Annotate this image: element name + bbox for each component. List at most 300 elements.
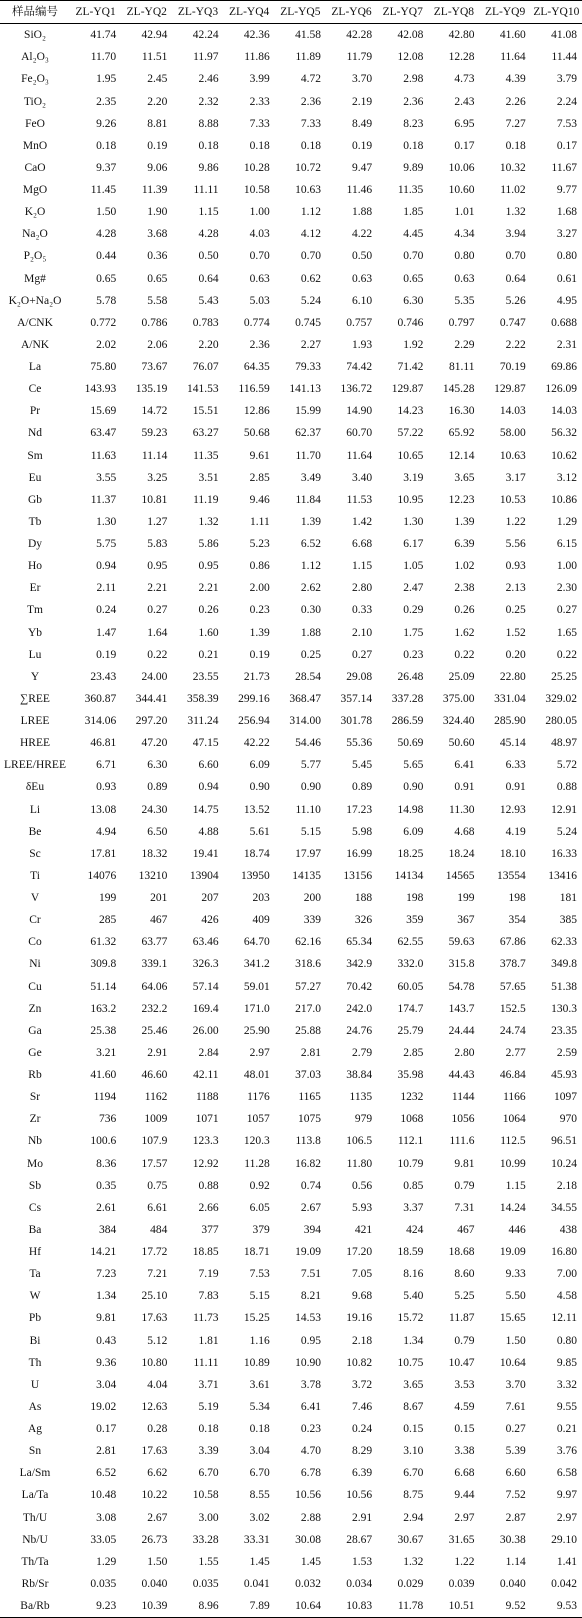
table-cell: 0.774 xyxy=(243,316,270,329)
table-row xyxy=(0,1418,582,1440)
row-label: A/CNK xyxy=(17,316,53,329)
table-cell: 129.87 xyxy=(391,383,424,396)
table-cell: 1.92 xyxy=(403,338,424,351)
table-cell: 0.94 xyxy=(198,781,219,794)
table-cell: 0.035 xyxy=(192,1577,219,1590)
table-cell: 10.75 xyxy=(397,1356,424,1369)
table-cell: 0.797 xyxy=(448,316,475,329)
table-cell: 0.18 xyxy=(403,139,424,152)
table-cell: 0.27 xyxy=(147,604,168,617)
table-cell: 0.33 xyxy=(352,604,373,617)
row-label: CaO xyxy=(24,161,46,174)
table-cell: 0.18 xyxy=(198,139,219,152)
table-cell: 10.79 xyxy=(397,1157,424,1170)
table-cell: 0.688 xyxy=(551,316,577,329)
table-cell: 0.23 xyxy=(403,648,424,661)
row-label: δEu xyxy=(25,781,45,794)
table-cell: 10.90 xyxy=(295,1356,321,1369)
row-label: La/Ta xyxy=(21,1489,49,1502)
table-cell: 0.19 xyxy=(249,648,270,661)
table-row xyxy=(0,268,582,290)
table-cell: 10.63 xyxy=(295,184,321,197)
table-cell: 315.8 xyxy=(448,958,475,971)
table-cell: 3.04 xyxy=(249,1445,270,1458)
table-cell: 57.65 xyxy=(499,980,526,993)
table-cell: 18.85 xyxy=(192,1246,219,1259)
table-cell: 6.70 xyxy=(249,1467,270,1480)
table-cell: 358.39 xyxy=(186,692,219,705)
table-cell: 2.81 xyxy=(96,1445,117,1458)
table-cell: 25.38 xyxy=(90,1024,117,1037)
table-cell: 3.38 xyxy=(454,1445,475,1458)
table-cell: 8.75 xyxy=(403,1489,424,1502)
table-cell: 242.0 xyxy=(346,1002,373,1015)
table-cell: 11.80 xyxy=(346,1157,373,1170)
table-cell: 6.41 xyxy=(454,759,475,772)
table-cell: 16.99 xyxy=(346,847,373,860)
table-cell: 0.747 xyxy=(499,316,526,329)
row-label: Ag xyxy=(27,1423,43,1436)
table-cell: 1.00 xyxy=(556,560,577,573)
table-cell: 4.12 xyxy=(300,228,321,241)
row-label: Sm xyxy=(27,449,43,462)
table-cell: 6.62 xyxy=(147,1467,168,1480)
table-cell: 50.60 xyxy=(448,737,475,750)
table-cell: 174.7 xyxy=(397,1002,424,1015)
table-cell: 33.28 xyxy=(192,1533,219,1546)
table-row xyxy=(0,998,582,1020)
table-cell: 42.80 xyxy=(448,29,475,42)
table-cell: 9.47 xyxy=(352,161,373,174)
table-cell: 10.56 xyxy=(295,1489,321,1502)
row-label: Sr xyxy=(29,1091,41,1104)
table-cell: 1.15 xyxy=(198,206,219,219)
table-cell: 0.65 xyxy=(96,272,117,285)
row-label: Zn xyxy=(28,1002,42,1015)
table-cell: 2.20 xyxy=(198,338,219,351)
table-row xyxy=(0,135,582,157)
table-cell: 12.14 xyxy=(448,449,475,462)
table-cell: 21.73 xyxy=(243,670,270,683)
table-cell: 10.22 xyxy=(141,1489,168,1502)
row-label: Sc xyxy=(29,847,41,860)
table-cell: 2.81 xyxy=(300,1046,321,1059)
row-label: Li xyxy=(29,803,41,816)
table-row xyxy=(0,1042,582,1064)
table-cell: 11.10 xyxy=(295,803,321,816)
table-cell: 1.52 xyxy=(505,626,526,639)
table-cell: 116.59 xyxy=(238,383,270,396)
table-cell: 1.60 xyxy=(198,626,219,639)
column-header: ZL-YQ1 xyxy=(75,6,116,19)
table-cell: 0.94 xyxy=(96,560,117,573)
table-cell: 970 xyxy=(559,1113,577,1126)
table-cell: 9.36 xyxy=(96,1356,117,1369)
table-cell: 2.06 xyxy=(147,338,168,351)
table-cell: 42.36 xyxy=(243,29,270,42)
table-row xyxy=(0,422,582,444)
table-row xyxy=(0,511,582,533)
table-cell: 2.85 xyxy=(403,1046,424,1059)
table-cell: 7.27 xyxy=(505,117,526,130)
table-cell: 0.27 xyxy=(505,1423,526,1436)
row-label: Th/U xyxy=(22,1511,48,1524)
table-cell: 5.26 xyxy=(505,294,526,307)
table-cell: 44.43 xyxy=(448,1069,475,1082)
table-cell: 65.92 xyxy=(448,427,475,440)
table-cell: 7.31 xyxy=(454,1201,475,1214)
table-cell: 0.65 xyxy=(403,272,424,285)
table-cell: 14135 xyxy=(292,869,321,882)
table-cell: 424 xyxy=(406,1223,424,1236)
table-cell: 3.51 xyxy=(198,471,219,484)
row-label: LREE/HREE xyxy=(4,759,66,772)
table-cell: 0.035 xyxy=(90,1577,117,1590)
table-cell: 9.86 xyxy=(198,161,219,174)
table-cell: 484 xyxy=(150,1223,168,1236)
table-cell: 63.47 xyxy=(90,427,117,440)
table-cell: 8.67 xyxy=(403,1400,424,1413)
table-cell: 1.90 xyxy=(147,206,168,219)
table-cell: 28.67 xyxy=(346,1533,373,1546)
table-cell: 1.55 xyxy=(198,1555,219,1568)
table-cell: 9.61 xyxy=(249,449,270,462)
table-cell: 0.24 xyxy=(352,1423,373,1436)
table-cell: 1.16 xyxy=(249,1334,270,1347)
table-cell: 0.783 xyxy=(192,316,219,329)
table-cell: 421 xyxy=(354,1223,373,1236)
table-cell: 10.47 xyxy=(448,1356,475,1369)
table-cell: 56.32 xyxy=(551,427,577,440)
table-cell: 11.46 xyxy=(346,184,373,197)
table-cell: 4.88 xyxy=(198,825,219,838)
table-cell: 3.70 xyxy=(505,1378,526,1391)
table-cell: 0.61 xyxy=(556,272,577,285)
table-cell: 11.02 xyxy=(500,184,526,197)
table-cell: 0.029 xyxy=(397,1577,424,1590)
table-cell: 2.30 xyxy=(556,582,577,595)
table-cell: 9.26 xyxy=(96,117,117,130)
table-row xyxy=(0,1573,582,1595)
table-cell: 2.21 xyxy=(198,582,219,595)
table-cell: 4.03 xyxy=(249,228,270,241)
table-cell: 0.032 xyxy=(295,1577,321,1590)
table-row xyxy=(0,1241,582,1263)
table-cell: 42.22 xyxy=(243,737,270,750)
table-cell: 8.49 xyxy=(352,117,373,130)
table-cell: 3.94 xyxy=(505,228,526,241)
column-header: ZL-YQ3 xyxy=(177,6,219,19)
table-cell: 13.52 xyxy=(243,803,270,816)
table-cell: 0.70 xyxy=(249,250,270,263)
table-cell: 360.87 xyxy=(84,692,117,705)
table-cell: 14076 xyxy=(87,869,117,882)
table-cell: 368.47 xyxy=(289,692,321,705)
table-row xyxy=(0,201,582,223)
table-row xyxy=(0,489,582,511)
table-cell: 11.11 xyxy=(193,1356,219,1369)
table-cell: 19.41 xyxy=(192,847,219,860)
table-cell: 171.0 xyxy=(243,1002,270,1015)
table-cell: 0.80 xyxy=(556,1334,577,1347)
table-cell: 341.2 xyxy=(243,958,270,971)
table-cell: 112.1 xyxy=(397,1135,424,1148)
table-cell: 5.12 xyxy=(147,1334,168,1347)
table-row xyxy=(0,1352,582,1374)
table-cell: 200 xyxy=(303,892,321,905)
table-cell: 6.33 xyxy=(505,759,526,772)
table-row xyxy=(0,577,582,599)
table-cell: 141.53 xyxy=(186,383,219,396)
table-cell: 64.06 xyxy=(141,980,168,993)
table-cell: 1162 xyxy=(144,1091,168,1104)
table-cell: 3.04 xyxy=(96,1378,117,1391)
table-cell: 2.31 xyxy=(556,338,577,351)
table-cell: 9.81 xyxy=(454,1157,475,1170)
table-cell: 314.00 xyxy=(289,715,321,728)
table-cell: 113.8 xyxy=(295,1135,321,1148)
table-cell: 8.29 xyxy=(352,1445,373,1458)
table-cell: 339 xyxy=(303,914,321,927)
table-cell: 0.85 xyxy=(403,1179,424,1192)
table-cell: 6.70 xyxy=(198,1467,219,1480)
table-cell: 2.88 xyxy=(300,1511,321,1524)
row-label: Nb xyxy=(27,1135,43,1148)
table-cell: 3.10 xyxy=(403,1445,424,1458)
row-label: TiO₂ xyxy=(23,95,47,108)
table-cell: 1.30 xyxy=(96,515,117,528)
column-header: ZL-YQ8 xyxy=(433,6,475,19)
table-cell: 0.19 xyxy=(352,139,373,152)
table-cell: 14.75 xyxy=(192,803,219,816)
table-cell: 0.95 xyxy=(198,560,219,573)
table-cell: 5.61 xyxy=(249,825,270,838)
table-cell: 2.00 xyxy=(249,582,270,595)
table-cell: 0.30 xyxy=(300,604,321,617)
table-cell: 100.6 xyxy=(90,1135,117,1148)
table-cell: 0.90 xyxy=(300,781,321,794)
table-cell: 6.30 xyxy=(403,294,424,307)
table-cell: 14.21 xyxy=(90,1246,117,1259)
table-cell: 3.02 xyxy=(249,1511,270,1524)
table-cell: 70.42 xyxy=(346,980,373,993)
table-cell: 28.54 xyxy=(295,670,321,683)
table-cell: 1.62 xyxy=(454,626,475,639)
table-row xyxy=(0,1285,582,1307)
table-cell: 2.85 xyxy=(249,471,270,484)
table-cell: 0.92 xyxy=(249,1179,270,1192)
table-cell: 24.30 xyxy=(141,803,168,816)
table-cell: 1068 xyxy=(400,1113,424,1126)
table-cell: 13554 xyxy=(496,869,526,882)
table-cell: 47.20 xyxy=(141,737,168,750)
table-row xyxy=(0,599,582,621)
table-cell: 3.55 xyxy=(96,471,117,484)
table-cell: 123.3 xyxy=(192,1135,219,1148)
table-cell: 199 xyxy=(457,892,475,905)
table-cell: 54.46 xyxy=(295,737,321,750)
table-cell: 34.55 xyxy=(551,1201,577,1214)
table-cell: 73.67 xyxy=(141,361,168,374)
table-cell: 5.35 xyxy=(454,294,475,307)
table-cell: 19.09 xyxy=(499,1246,526,1259)
table-cell: 0.75 xyxy=(147,1179,168,1192)
table-cell: 15.72 xyxy=(397,1312,424,1325)
table-cell: 57.22 xyxy=(397,427,424,440)
table-cell: 199 xyxy=(98,892,117,905)
table-body xyxy=(0,24,582,1618)
table-row xyxy=(0,245,582,267)
table-cell: 18.24 xyxy=(448,847,475,860)
table-cell: 5.77 xyxy=(300,759,321,772)
table-cell: 10.64 xyxy=(295,1600,321,1613)
row-label: V xyxy=(30,892,40,905)
table-cell: 15.51 xyxy=(192,405,219,418)
table-row xyxy=(0,644,582,666)
row-label: La xyxy=(28,361,42,374)
table-row xyxy=(0,400,582,422)
table-cell: 1.29 xyxy=(96,1555,117,1568)
table-cell: 70.19 xyxy=(499,361,526,374)
table-cell: 3.71 xyxy=(198,1378,219,1391)
table-cell: 0.18 xyxy=(505,139,526,152)
row-label: Yb xyxy=(27,626,43,639)
table-cell: 0.21 xyxy=(198,648,219,661)
table-cell: 3.72 xyxy=(352,1378,373,1391)
table-cell: 11.79 xyxy=(346,51,373,64)
table-cell: 9.89 xyxy=(403,161,424,174)
table-cell: 37.03 xyxy=(295,1069,321,1082)
table-row xyxy=(0,334,582,356)
table-cell: 6.10 xyxy=(352,294,373,307)
row-label: Ce xyxy=(28,383,42,396)
table-cell: 2.66 xyxy=(198,1201,219,1214)
table-row xyxy=(0,754,582,776)
table-cell: 57.14 xyxy=(192,980,219,993)
table-cell: 2.97 xyxy=(556,1511,577,1524)
table-cell: 2.47 xyxy=(403,582,424,595)
table-cell: 59.23 xyxy=(141,427,168,440)
table-row xyxy=(0,799,582,821)
table-row xyxy=(0,533,582,555)
table-cell: 1.32 xyxy=(403,1555,424,1568)
table-cell: 10.80 xyxy=(141,1356,168,1369)
table-cell: 6.58 xyxy=(556,1467,577,1480)
table-cell: 12.91 xyxy=(551,803,577,816)
row-label: Rb/Sr xyxy=(21,1577,49,1590)
table-row xyxy=(0,1064,582,1086)
table-cell: 11.89 xyxy=(295,51,321,64)
table-cell: 7.05 xyxy=(352,1268,373,1281)
table-cell: 61.32 xyxy=(90,936,117,949)
table-row xyxy=(0,976,582,998)
table-cell: 1.27 xyxy=(147,515,168,528)
table-cell: 0.746 xyxy=(397,316,424,329)
table-row xyxy=(0,445,582,467)
row-label: Ba xyxy=(28,1223,42,1236)
table-cell: 3.37 xyxy=(403,1201,424,1214)
table-cell: 10.82 xyxy=(346,1356,373,1369)
table-cell: 1.34 xyxy=(96,1290,117,1303)
table-cell: 13.08 xyxy=(90,803,117,816)
table-cell: 71.42 xyxy=(397,361,424,374)
table-cell: 6.17 xyxy=(403,538,424,551)
row-label: Hf xyxy=(28,1246,42,1259)
table-cell: 76.07 xyxy=(192,361,219,374)
table-cell: 3.78 xyxy=(300,1378,321,1391)
table-cell: 62.16 xyxy=(295,936,321,949)
table-cell: 25.10 xyxy=(141,1290,168,1303)
table-cell: 0.29 xyxy=(403,604,424,617)
table-cell: 9.37 xyxy=(96,161,117,174)
row-label: Eu xyxy=(28,471,42,484)
table-cell: 9.06 xyxy=(147,161,168,174)
table-row xyxy=(0,688,582,710)
table-cell: 0.35 xyxy=(96,1179,117,1192)
table-cell: 62.33 xyxy=(551,936,577,949)
row-label: Bi xyxy=(29,1334,41,1347)
table-cell: 309.8 xyxy=(90,958,117,971)
table-cell: 385 xyxy=(559,914,577,927)
table-row xyxy=(0,356,582,378)
table-cell: 5.03 xyxy=(249,294,270,307)
row-label: Ge xyxy=(28,1046,42,1059)
table-cell: 6.71 xyxy=(96,759,117,772)
table-cell: 0.79 xyxy=(454,1179,475,1192)
table-cell: 1064 xyxy=(502,1113,526,1126)
table-cell: 2.97 xyxy=(249,1046,270,1059)
table-row xyxy=(0,113,582,135)
table-cell: 3.32 xyxy=(556,1378,577,1391)
table-cell: 3.21 xyxy=(96,1046,117,1059)
table-cell: 19.09 xyxy=(295,1246,321,1259)
table-cell: 10.06 xyxy=(448,161,475,174)
table-cell: 1232 xyxy=(400,1091,424,1104)
table-cell: 375.00 xyxy=(442,692,475,705)
row-label: W xyxy=(29,1290,41,1303)
table-cell: 3.17 xyxy=(505,471,526,484)
table-cell: 14565 xyxy=(445,869,475,882)
row-label: La/Sm xyxy=(19,1467,51,1480)
table-cell: 1.47 xyxy=(96,626,117,639)
row-label: Y xyxy=(30,670,40,683)
table-cell: 0.040 xyxy=(141,1577,168,1590)
table-cell: 9.52 xyxy=(505,1600,526,1613)
table-cell: 4.39 xyxy=(505,73,526,86)
table-cell: 6.61 xyxy=(147,1201,168,1214)
table-cell: 0.041 xyxy=(243,1577,270,1590)
table-cell: 2.13 xyxy=(505,582,526,595)
table-cell: 2.10 xyxy=(352,626,373,639)
table-row xyxy=(0,68,582,90)
table-cell: 1.39 xyxy=(300,515,321,528)
table-cell: 2.11 xyxy=(96,582,117,595)
table-cell: 11.67 xyxy=(551,161,577,174)
table-cell: 5.15 xyxy=(300,825,321,838)
table-cell: 5.43 xyxy=(198,294,219,307)
table-cell: 24.00 xyxy=(141,670,168,683)
table-cell: 13156 xyxy=(343,869,373,882)
table-cell: 8.96 xyxy=(198,1600,219,1613)
table-cell: 17.63 xyxy=(141,1445,168,1458)
table-cell: 42.24 xyxy=(192,29,219,42)
table-cell: 30.08 xyxy=(295,1533,321,1546)
table-row xyxy=(0,1307,582,1329)
table-cell: 0.15 xyxy=(403,1423,424,1436)
table-cell: 217.0 xyxy=(295,1002,321,1015)
table-row xyxy=(0,24,582,47)
table-cell: 1071 xyxy=(195,1113,219,1126)
